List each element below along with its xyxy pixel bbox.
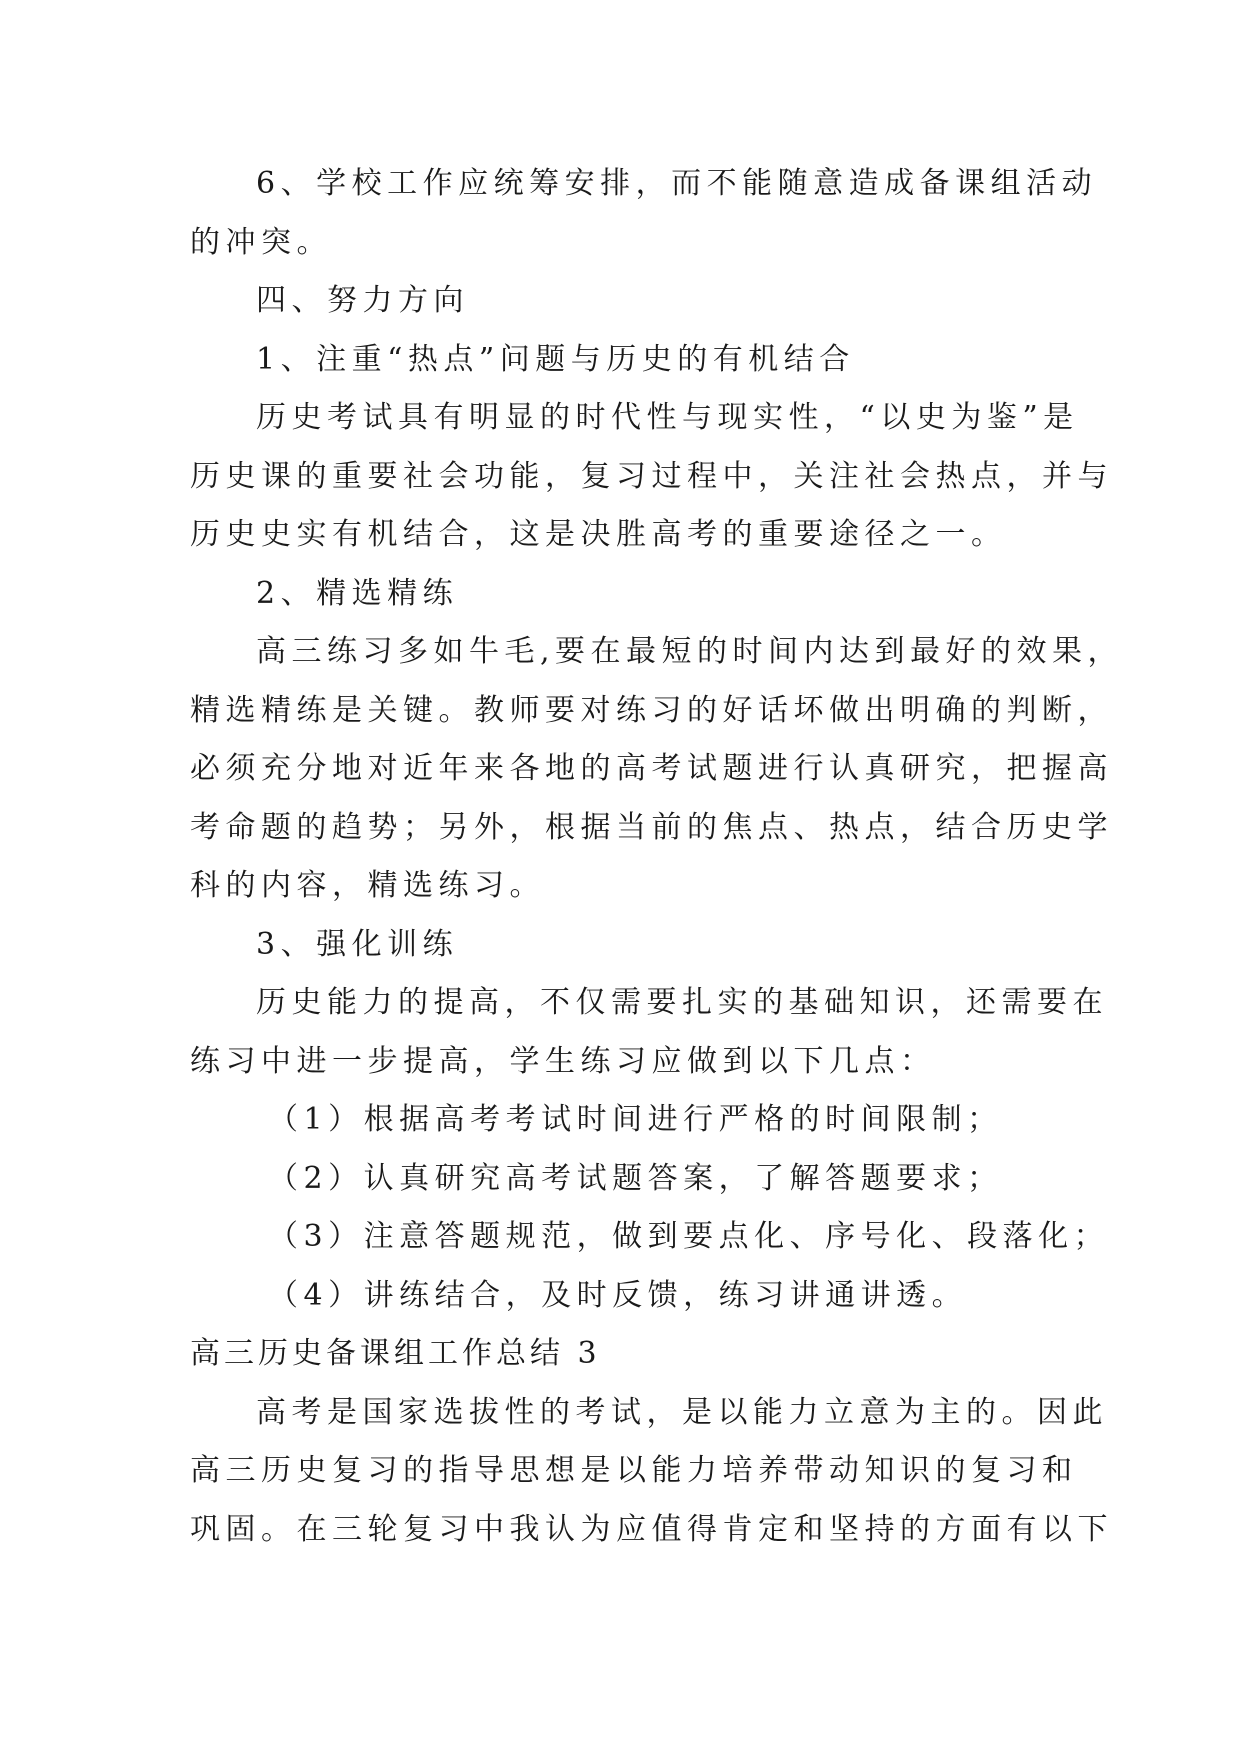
text-line: 科的内容，精选练习。 bbox=[190, 868, 545, 903]
text-line: 必须充分地对近年来各地的高考试题进行认真研究，把握高 bbox=[190, 751, 1113, 786]
section-heading: 四、努力方向 bbox=[256, 283, 469, 318]
text-line: 练习中进一步提高，学生练习应做到以下几点： bbox=[190, 1043, 936, 1079]
text-line: 巩固。在三轮复习中我认为应值得肯定和坚持的方面有以下 bbox=[190, 1511, 1113, 1547]
list-item: （2）认真研究高考试题答案，了解答题要求； bbox=[268, 1160, 1003, 1196]
text-line: 的冲突。 bbox=[190, 224, 332, 260]
text-line: 历史考试具有明显的时代性与现实性，“以史为鉴”是 bbox=[256, 400, 1079, 435]
list-item: （4）讲练结合，及时反馈，练习讲通讲透。 bbox=[268, 1277, 968, 1313]
text-line: 6、学校工作应统筹安排，而不能随意造成备课组活动 bbox=[256, 166, 1098, 201]
document-title: 高三历史备课组工作总结 3 bbox=[190, 1336, 601, 1371]
list-item: （1）根据高考考试时间进行严格的时间限制； bbox=[268, 1102, 1003, 1137]
text-line: 精选精练是关键。教师要对练习的好话坏做出明确的判断， bbox=[190, 692, 1113, 728]
list-item: （3）注意答题规范，做到要点化、序号化、段落化； bbox=[268, 1219, 1110, 1254]
text-line: 历史史实有机结合，这是决胜高考的重要途径之一。 bbox=[190, 517, 1007, 552]
subsection-heading: 3、强化训练 bbox=[256, 926, 459, 962]
document-page bbox=[190, 155, 1124, 1559]
text-line: 历史能力的提高，不仅需要扎实的基础知识，还需要在 bbox=[256, 985, 1108, 1020]
subsection-heading: 1、注重“热点”问题与历史的有机结合 bbox=[256, 341, 855, 377]
text-line: 高三历史复习的指导思想是以能力培养带动知识的复习和 bbox=[190, 1453, 1078, 1488]
text-line: 历史课的重要社会功能，复习过程中，关注社会热点，并与 bbox=[190, 458, 1113, 494]
text-line: 高考是国家选拔性的考试，是以能力立意为主的。因此 bbox=[256, 1394, 1108, 1430]
subsection-heading: 2、精选精练 bbox=[256, 575, 459, 611]
text-line: 高三练习多如牛毛,要在最短的时间内达到最好的效果， bbox=[256, 634, 1124, 669]
text-line: 考命题的趋势；另外，根据当前的焦点、热点，结合历史学 bbox=[190, 809, 1113, 845]
